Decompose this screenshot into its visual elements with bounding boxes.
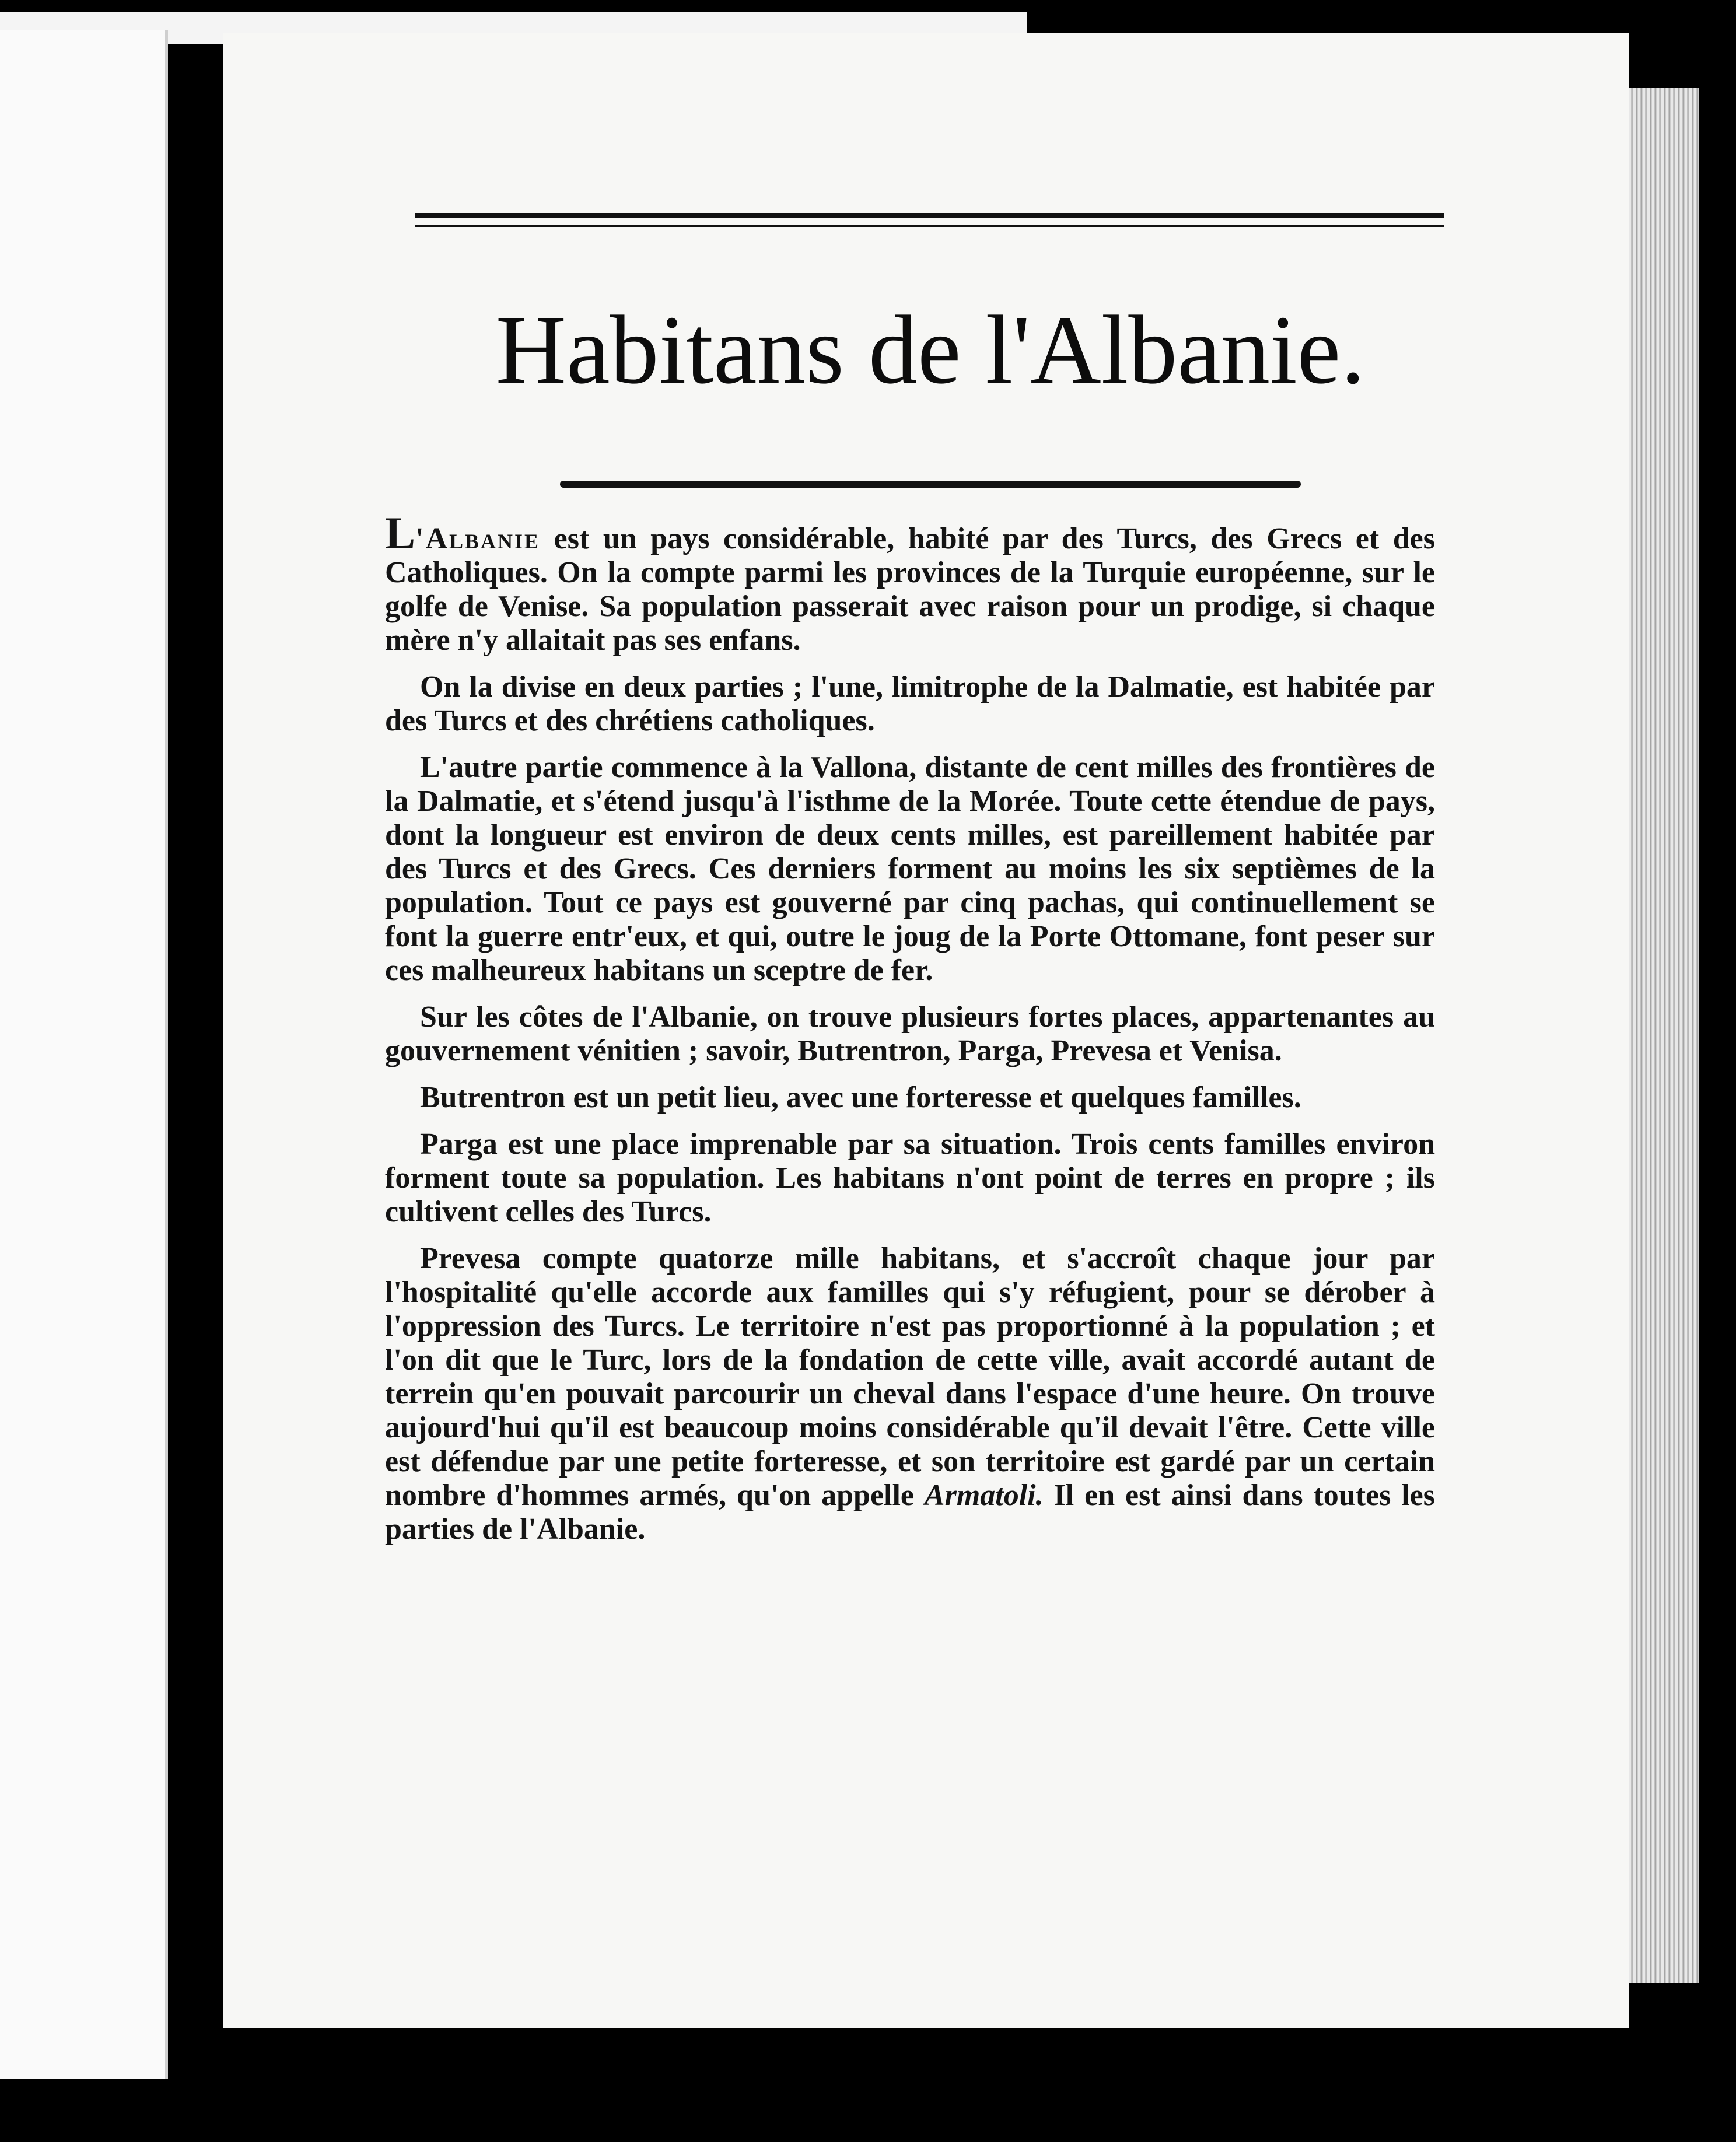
page-stack-edge: [1629, 88, 1699, 1983]
paragraph-text: Sur les côtes de l'Albanie, on trouve plusieurs fortes places, appartenantes au gouvernement vénitien ; savoir, Butrentron, Parga, Prevesa et Venisa.: [385, 1000, 1435, 1068]
paragraph-text: On la divise en deux parties ; l'une, limitrophe de la Dalmatie, est habitée par des Turcs et des chrétiens catholiques.: [385, 670, 1435, 737]
paragraph-text: L'autre partie commence à la Vallona, distante de cent milles des frontières de la Dalmatie, et s'étend jusqu'à l'isthme de la Morée. Toute cette étendue de pays, dont la longueur est environ de deux cents milles, est pareillement habitée par des Turcs et des Grecs. Ces derniers forment au moins les six septièmes de la population. Tout ce pays est gouverné par cinq pachas, qui continuellement se font la guerre entr'eux, et qui, outre le joug de la Porte Ottomane, font peser sur ces malheureux habitans un sceptre de fer.: [385, 751, 1435, 987]
lead-initial: L: [385, 508, 416, 558]
paragraph-text: est un pays considérable, habité par des Turcs, des Grecs et des Catholiques. On la compte parmi les provinces de la Turquie européenne, sur le golfe de Venise. Sa population passerait avec raison pour un prodige, si chaque mère n'y allaitait pas ses enfans.: [385, 522, 1435, 657]
article-body: [385, 508, 1435, 1559]
lead-smallcaps: 'Albanie: [415, 522, 541, 555]
adjacent-page: [0, 30, 168, 2079]
paragraph-text: Parga est une place imprenable par sa situation. Trois cents familles environ forment toute sa population. Les habitans n'ont point de terres en propre ; ils cultivent celles des Turcs.: [385, 1128, 1435, 1228]
paragraph-2: [385, 670, 1435, 738]
paragraph-text: Il en est ainsi dans toutes les parties de l'Albanie.: [385, 1479, 1435, 1546]
paragraph-3: [385, 751, 1435, 988]
page-title: Habitans de l'Albanie.: [495, 296, 1366, 404]
paragraph-text: Prevesa compte quatorze mille habitans, et s'accroît chaque jour par l'hospitalité qu'elle accorde aux familles qui s'y réfugient, pour se dérober à l'oppression des Turcs. Le territoire n'est pas proportionné à la population ; et l'on dit que le Turc, lors de la fondation de cette ville, avait accordé autant de terrein qu'en pouvait parcourir un cheval dans l'espace d'une heure. On trouve aujourd'hui qu'il est beaucoup moins considérable qu'il devait l'être. Cette ville est défendue par une petite forteresse, et son territoire est gardé par un certain nombre d'hommes armés, qu'on appelle: [385, 1242, 1435, 1512]
top-double-rule: [415, 214, 1444, 228]
title-underline-rule: [560, 481, 1301, 488]
paragraph-7: [385, 1242, 1435, 1546]
paragraph-1: [385, 508, 1435, 657]
paragraph-6: [385, 1128, 1435, 1229]
paragraph-4: [385, 1000, 1435, 1068]
italic-term: Armatoli.: [924, 1479, 1044, 1512]
paragraph-5: [385, 1081, 1435, 1115]
paragraph-text: Butrentron est un petit lieu, avec une forteresse et quelques familles.: [420, 1081, 1301, 1114]
